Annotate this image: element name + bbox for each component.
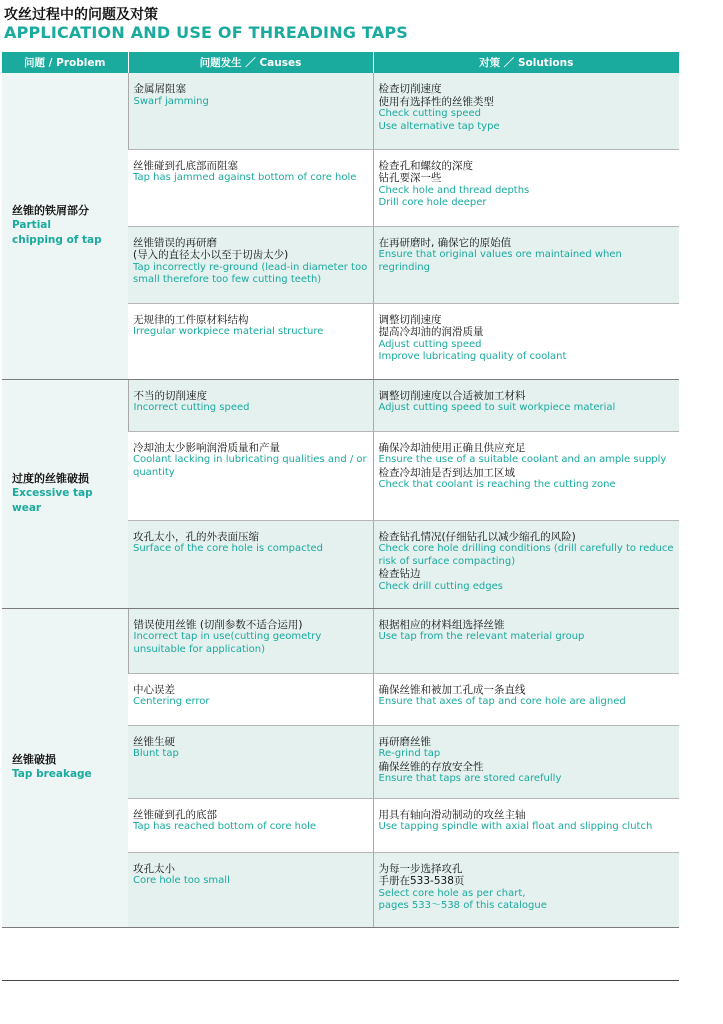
cause-cell — [128, 303, 373, 379]
solution-text-cn: 检查钻边 — [378, 568, 421, 580]
cause-cell — [128, 149, 373, 226]
solution-cell — [373, 149, 679, 226]
cause-text-en: Tap has jammed against bottom of core hole — [133, 172, 357, 183]
cause-cell — [128, 73, 373, 149]
solution-text-en: Ensure that taps are stored carefully — [378, 773, 562, 784]
cause-cell — [128, 226, 373, 303]
solution-text-cn: 确保丝锥和被加工孔成一条直线 — [378, 683, 526, 696]
cause-cell — [128, 431, 373, 520]
solution-text-en: Ensure that axes of tap and core hole are aligned — [378, 696, 626, 707]
solution-text-cn: 检查冷却油是否到达加工区域 — [378, 466, 515, 479]
solution-cell — [373, 608, 679, 673]
cause-text-en: Swarf jamming — [133, 95, 209, 107]
solution-text-en: Use alternative tap type — [378, 120, 500, 132]
solution-text-cn: 钻孔要深一些 — [378, 172, 442, 184]
problem-label-cn: 丝锥破损 — [12, 753, 56, 766]
solution-text-cn: 检查切削速度 — [378, 83, 442, 95]
solution-text-cn: 检查孔和螺纹的深度 — [378, 159, 473, 172]
solution-text-en: Check hole and thread depths — [378, 184, 530, 196]
solution-text-en: Select core hole as per chart, — [378, 887, 526, 899]
cause-text-cn: 丝锥碰到孔的底部 — [133, 808, 217, 821]
cause-text-cn: 无规律的工件原材料结构 — [133, 313, 249, 326]
cause-text-en: Incorrect cutting speed — [133, 402, 250, 413]
cause-text-en: Blunt tap — [133, 748, 179, 759]
solution-cell — [373, 673, 679, 725]
problem-label-en: Tap breakage — [12, 768, 92, 780]
problem-label-cn: 过度的丝锥破损 — [12, 471, 89, 485]
solution-text-en: Adjust cutting speed — [378, 338, 482, 350]
cause-text-en: Irregular workpiece material structure — [133, 326, 324, 337]
title-english: APPLICATION AND USE OF THREADING TAPS — [4, 23, 409, 42]
cause-text-cn: 丝锥错误的再研磨 — [133, 236, 217, 249]
header-causes: 问题发生 ／ Causes — [128, 52, 373, 73]
cause-text-cn: 丝锥碰到孔底部而阻塞 — [133, 159, 238, 172]
solution-text-cn: 使用有选择性的丝锥类型 — [378, 95, 494, 108]
solution-text-en: Check cutting speed — [378, 108, 481, 119]
solution-text-cn: 确保冷却油使用正确且供应充足 — [378, 441, 526, 454]
solution-text-en: Drill core hole deeper — [378, 197, 487, 208]
problem-cell — [2, 608, 128, 927]
solution-text-en: pages 533～538 of this catalogue — [378, 900, 547, 911]
cause-text-en: Centering error — [133, 696, 210, 707]
cause-text-en: Core hole too small — [133, 875, 230, 886]
solution-text-cn: 调整切削速度 — [378, 313, 442, 326]
bottom-divider — [2, 980, 679, 981]
cause-text-cn: 丝锥生硬 — [133, 735, 175, 748]
solution-text-en: Use tapping spindle with axial float and slipping clutch — [378, 821, 653, 832]
solution-text-cn: 调整切削速度以合适被加工材料 — [378, 389, 526, 402]
cause-text-cn: 攻孔太小，孔的外表面压缩 — [133, 530, 259, 543]
table-header — [2, 52, 679, 73]
solution-text-en: Check core hole drilling conditions (drill carefully to reduce risk of surface compacting) — [378, 543, 674, 567]
table-row — [2, 608, 679, 673]
solution-text-cn: 检查钻孔情况(仔细钻孔以减少缩孔的风险) — [378, 530, 576, 543]
solution-text-en: Adjust cutting speed to suit workpiece material — [378, 402, 616, 413]
solution-text-cn: 手册在533-538页 — [378, 875, 465, 887]
cause-text-cn: 错误使用丝锥 (切削参数不适合运用) — [133, 618, 303, 631]
solution-text-cn: 根据相应的材料组选择丝锥 — [378, 618, 505, 631]
cause-cell — [128, 608, 373, 673]
solution-cell — [373, 73, 679, 149]
table-body — [2, 73, 679, 927]
solution-text-cn: 为每一步选择攻孔 — [378, 862, 463, 875]
problem-label-cn: 丝锥的铁屑部分 — [12, 203, 89, 217]
solution-cell — [373, 798, 679, 852]
solution-text-cn: 确保丝锥的存放安全性 — [378, 760, 484, 773]
header-solutions: 对策 ／ Solutions — [373, 52, 679, 73]
solution-cell — [373, 379, 679, 431]
solution-text-en: Re-grind tap — [378, 748, 441, 759]
cause-text-en: Tap incorrectly re-ground (lead-in diameter too small therefore too few cutting teeth) — [133, 261, 368, 285]
cause-text-cn: 中心误差 — [133, 683, 175, 696]
cause-text-cn: 攻孔太小 — [133, 862, 175, 875]
cause-text-cn: 冷却油太少影响润滑质量和产量 — [133, 441, 280, 454]
header-problem: 问题 / Problem — [2, 52, 128, 73]
solution-text-cn: 在再研磨时, 确保它的原始值 — [378, 236, 512, 249]
cause-cell — [128, 673, 373, 725]
title-chinese: 攻丝过程中的问题及对策 — [4, 7, 158, 23]
problem-cell — [2, 379, 128, 608]
solution-text-cn: 用具有轴向滑动制动的攻丝主轴 — [378, 808, 526, 821]
cause-text-cn: 不当的切削速度 — [133, 389, 207, 402]
cause-text-cn: 金属屑阻塞 — [133, 83, 186, 95]
cause-text-en: Coolant lacking in lubricating qualities and / or quantity — [133, 454, 367, 478]
solution-text-en: Ensure the use of a suitable coolant and an ample supply — [378, 454, 667, 465]
solution-cell — [373, 852, 679, 927]
solution-text-cn: 再研磨丝锥 — [378, 735, 431, 748]
solution-cell — [373, 303, 679, 379]
solution-text-en: Use tap from the relevant material group — [378, 631, 585, 642]
cause-cell — [128, 852, 373, 927]
problem-label-en: Partial chipping of tap — [12, 218, 102, 246]
cause-text-en: Surface of the core hole is compacted — [133, 543, 324, 554]
solution-text-en: Check that coolant is reaching the cutting zone — [378, 479, 616, 490]
table-row — [2, 379, 679, 431]
table-row — [2, 73, 679, 149]
solution-cell — [373, 520, 679, 608]
solution-text-en: Ensure that original values ore maintained when regrinding — [378, 249, 622, 273]
cause-cell — [128, 379, 373, 431]
solution-cell — [373, 725, 679, 798]
cause-text-cn: (导入的直径太小以至于切齿太少) — [133, 249, 289, 261]
cause-text-en: Incorrect tap in use(cutting geometry unsuitable for application) — [133, 631, 322, 655]
cause-cell — [128, 798, 373, 852]
solution-text-cn: 提高冷却油的润滑质量 — [378, 326, 484, 338]
cause-cell — [128, 520, 373, 608]
solution-text-en: Improve lubricating quality of coolant — [378, 351, 567, 362]
solution-cell — [373, 431, 679, 520]
troubleshooting-table — [2, 52, 679, 928]
solution-cell — [373, 226, 679, 303]
cause-text-en: Tap has reached bottom of core hole — [133, 821, 317, 832]
cause-cell — [128, 725, 373, 798]
solution-text-en: Check drill cutting edges — [378, 580, 503, 592]
problem-label-en: Excessive tap wear — [12, 486, 93, 514]
problem-cell — [2, 73, 128, 379]
